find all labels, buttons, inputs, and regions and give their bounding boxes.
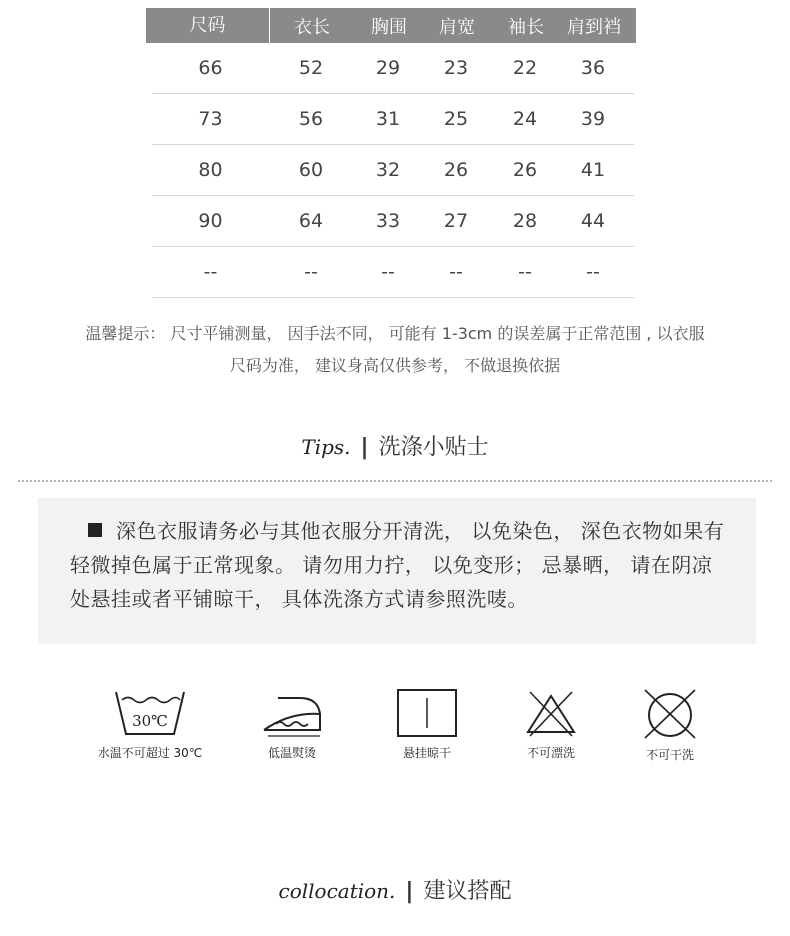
size-tip-line1: 温馨提示： 尺寸平铺测量， 因手法不同， 可能有 1-3cm 的误差属于正常范围 , 以衣服 (85, 324, 705, 343)
table-cell: 73 (198, 108, 223, 130)
table-cell: -- (518, 261, 532, 283)
collocation-script: collocation. (278, 879, 396, 903)
table-cell: 27 (443, 210, 469, 232)
header-chest: 胸围 (371, 16, 407, 38)
care-item-hang (367, 688, 487, 761)
table-cell: -- (304, 261, 318, 283)
collocation-title: 建议搭配 (423, 879, 512, 904)
size-tip (0, 318, 790, 382)
table-cell: 22 (512, 57, 538, 79)
care-label: 不可干洗 (645, 748, 694, 762)
table-cell: 44 (580, 210, 606, 232)
care-item-iron (232, 688, 352, 761)
size-table (146, 8, 636, 298)
iron-low-icon (260, 688, 324, 738)
table-cell: -- (381, 261, 395, 283)
wash-note-box (38, 498, 756, 644)
header-shoulder: 肩宽 (439, 16, 475, 38)
table-cell: -- (203, 261, 218, 283)
wash-tips-title: 洗涤小贴士 (378, 435, 489, 460)
care-label: 低温熨烫 (267, 746, 316, 760)
care-label: 水温不可超过 30℃ (97, 746, 203, 760)
table-cell: 56 (298, 108, 324, 130)
care-label: 不可漂洗 (526, 746, 575, 760)
hang-dry-icon (396, 688, 458, 738)
table-cell: 41 (580, 159, 606, 181)
table-cell: 26 (512, 159, 538, 181)
no-bleach-icon (522, 688, 580, 738)
heading-divider: | (360, 435, 369, 460)
table-row (152, 145, 634, 196)
collocation-heading (0, 874, 790, 905)
table-cell: 33 (375, 210, 401, 232)
table-cell: 66 (198, 57, 223, 79)
table-cell: 25 (443, 108, 469, 130)
care-item-wash (90, 688, 210, 761)
wash-30-icon (110, 688, 190, 738)
table-cell: 29 (375, 57, 401, 79)
table-row (152, 94, 634, 145)
table-cell: 39 (580, 108, 606, 130)
wash-note (70, 514, 732, 616)
header-length: 衣长 (294, 16, 330, 38)
table-cell: 36 (580, 57, 606, 79)
table-cell: 64 (298, 210, 324, 232)
header-shoulder-to-crotch: 肩到裆 (567, 16, 621, 38)
heading-divider: | (405, 879, 414, 904)
table-cell: 90 (198, 210, 223, 232)
size-table-header (146, 8, 636, 43)
header-sleeve: 袖长 (508, 16, 544, 38)
table-cell: -- (449, 261, 463, 283)
care-item-no-dryclean (610, 688, 730, 763)
table-row (152, 196, 634, 247)
care-item-no-bleach (491, 688, 611, 761)
table-cell: -- (586, 261, 600, 283)
no-dryclean-icon (641, 688, 699, 740)
table-cell: 26 (443, 159, 469, 181)
wash-tips-heading (0, 430, 790, 461)
size-tip-line2: 尺码为准， 建议身高仅供参考， 不做退换依据 (229, 356, 561, 375)
table-cell: 52 (298, 57, 324, 79)
table-cell: 31 (375, 108, 401, 130)
dotted-divider (18, 480, 772, 482)
care-label: 悬挂晾干 (402, 746, 451, 760)
table-cell: 80 (198, 159, 223, 181)
table-cell: 23 (443, 57, 469, 79)
table-row (152, 247, 634, 298)
table-cell: 60 (298, 159, 324, 181)
table-cell: 28 (512, 210, 538, 232)
header-size: 尺码 (146, 8, 270, 43)
table-cell: 32 (375, 159, 401, 181)
table-row (152, 43, 634, 94)
wash-tips-script: Tips. (301, 435, 351, 459)
wash-temp-text: 30℃ (132, 712, 168, 730)
wash-note-text: 深色衣服请务必与其他衣服分开清洗， 以免染色， 深色衣物如果有轻微掉色属于正常现象。 请勿用力拧， 以免变形； 忌暴晒， 请在阴凉处悬挂或者平铺晾干， 具体洗涤方式请参照洗唛。 (70, 519, 725, 611)
bullet-square-icon (88, 523, 102, 537)
table-cell: 24 (512, 108, 538, 130)
